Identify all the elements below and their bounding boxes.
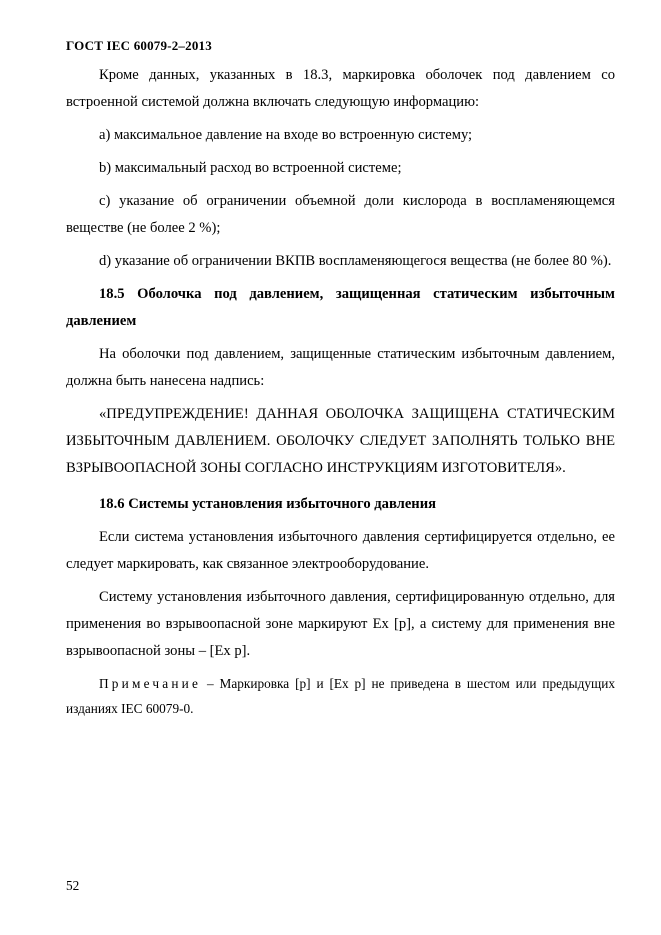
paragraph-18-6-a: Если система установления избыточного давления сертифицируется отдельно, ее следует маркировать, как связанное электрооборудование.: [66, 529, 615, 572]
document-header: ГОСТ IEC 60079-2–2013: [66, 38, 212, 53]
section-heading-18-6: 18.6 Системы установления избыточного давления: [99, 496, 437, 512]
paragraph-18-6-b: Систему установления избыточного давления, сертифицированную отдельно, для применения во взрывоопасной зоне маркируют Ex [p], а систему для применения вне взрывоопасной зоны – [Ex p].: [66, 589, 615, 659]
page-number: 52: [66, 878, 80, 893]
section-heading-18-5: 18.5 Оболочка под давлением, защищенная статическим избыточным давлением: [66, 286, 615, 329]
list-item-b: b) максимальный расход во встроенной системе;: [99, 160, 402, 176]
document-body: [66, 62, 615, 727]
list-item-a: a) максимальное давление на входе во встроенную систему;: [99, 127, 473, 143]
note-text: – Маркировка [p] и [Ex p] не приведена в шестом или предыдущих изданиях IEC 60079-0.: [66, 676, 615, 716]
paragraph-intro: Кроме данных, указанных в 18.3, маркировка оболочек под давлением со встроенной системой должна включать следующую информацию:: [66, 67, 615, 110]
note-label: Примечание: [99, 676, 202, 691]
note-paragraph: [66, 671, 615, 721]
paragraph-18-5: На оболочки под давлением, защищенные статическим избыточным давлением, должна быть нанесена надпись:: [66, 346, 615, 389]
list-item-d: d) указание об ограничении ВКПВ воспламеняющегося вещества (не более 80 %).: [99, 253, 612, 269]
list-item-c: c) указание об ограничении объемной доли кислорода в воспламеняющемся веществе (не более 2 %);: [66, 193, 615, 236]
warning-label-text: «ПРЕДУПРЕЖДЕНИЕ! ДАННАЯ ОБОЛОЧКА ЗАЩИЩЕНА СТАТИЧЕСКИМ ИЗБЫТОЧНЫМ ДАВЛЕНИЕМ. ОБОЛОЧКУ СЛЕДУЕТ ЗАПОЛНЯТЬ ТОЛЬКО ВНЕ ВЗРЫВООПАСНОЙ ЗОНЫ СОГЛАСНО ИНСТРУКЦИЯМ ИЗГОТОВИТЕЛЯ».: [66, 406, 615, 476]
